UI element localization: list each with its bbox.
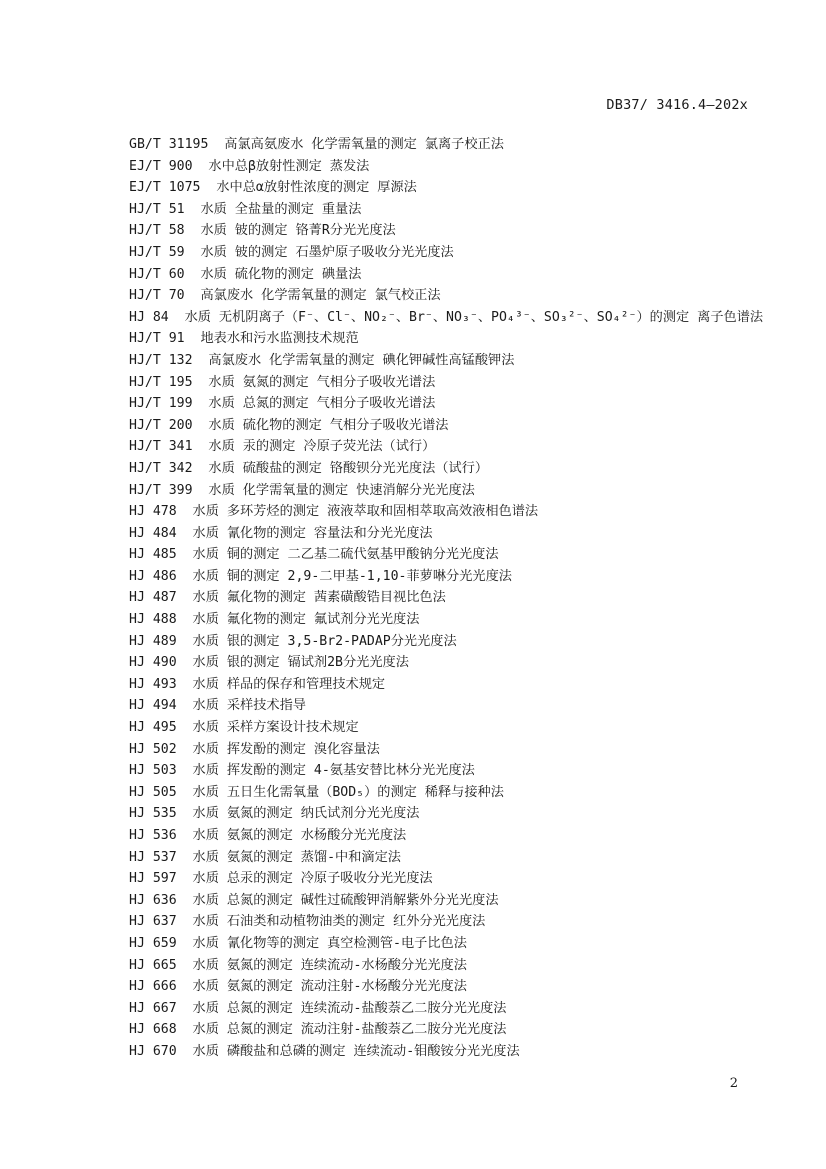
reference-title: 水质 氨氮的测定 水杨酸分光光度法	[192, 828, 407, 843]
reference-item	[129, 803, 809, 825]
reference-title: 高氯高氨废水 化学需氧量的测定 氯离子校正法	[224, 137, 504, 152]
reference-code: HJ 668	[129, 1022, 177, 1038]
reference-separator	[177, 612, 193, 627]
reference-title: 水质 总氮的测定 连续流动-盐酸萘乙二胺分光光度法	[192, 1000, 507, 1016]
reference-item	[129, 566, 809, 588]
reference-separator	[177, 785, 193, 800]
reference-separator	[185, 202, 201, 217]
reference-separator	[185, 288, 201, 303]
reference-item	[129, 156, 809, 178]
reference-separator	[177, 504, 193, 519]
reference-code: HJ 667	[129, 1000, 177, 1016]
reference-separator	[185, 331, 201, 346]
reference-title: 水质 氨氮的测定 蒸馏-中和滴定法	[192, 849, 401, 865]
reference-code: HJ 597	[129, 871, 177, 887]
reference-item	[129, 242, 809, 264]
reference-code: HJ 488	[129, 612, 177, 628]
reference-item	[129, 674, 809, 696]
reference-code: HJ/T 91	[129, 331, 185, 347]
reference-title: 水质 氟化物的测定 茜素磺酸锆目视比色法	[192, 590, 446, 606]
reference-separator	[193, 461, 209, 476]
reference-code: HJ/T 58	[129, 223, 185, 239]
reference-code: HJ 494	[129, 698, 177, 714]
reference-item	[129, 890, 809, 912]
reference-separator	[193, 375, 209, 390]
reference-separator	[177, 958, 193, 973]
reference-title: 水质 氨氮的测定 纳氏试剂分光光度法	[192, 806, 420, 822]
reference-title: 水质 铜的测定 2,9-二甲基-1,10-菲萝啉分光光度法	[192, 568, 512, 584]
reference-separator	[177, 828, 193, 843]
reference-code: EJ/T 900	[129, 158, 193, 174]
reference-title: 水质 多环芳烃的测定 液液萃取和固相萃取高效液相色谱法	[192, 504, 539, 520]
reference-separator	[177, 806, 193, 821]
reference-separator	[177, 569, 193, 584]
reference-item	[129, 825, 809, 847]
reference-separator	[208, 137, 224, 152]
reference-title: 水质 硫酸盐的测定 铬酸钡分光光度法（试行）	[208, 460, 489, 476]
reference-title: 水质 挥发酚的测定 溴化容量法	[192, 741, 380, 757]
reference-item	[129, 1019, 809, 1041]
reference-title: 高氯废水 化学需氧量的测定 氯气校正法	[200, 288, 441, 304]
reference-item	[129, 760, 809, 782]
reference-item	[129, 328, 809, 350]
reference-code: HJ 487	[129, 590, 177, 606]
reference-separator	[177, 1044, 193, 1059]
reference-separator	[177, 698, 193, 713]
reference-code: HJ/T 51	[129, 201, 185, 217]
page-number: 2	[729, 1076, 738, 1091]
reference-item	[129, 544, 809, 566]
reference-code: HJ 535	[129, 806, 177, 822]
reference-title: 水质 化学需氧量的测定 快速消解分光光度法	[208, 482, 475, 498]
reference-code: HJ 537	[129, 849, 177, 865]
reference-title: 水质 挥发酚的测定 4-氨基安替比林分光光度法	[192, 763, 475, 779]
reference-item	[129, 501, 809, 523]
reference-title: 水质 铜的测定 二乙基二硫代氨基甲酸钠分光光度法	[192, 547, 499, 563]
reference-code: HJ 485	[129, 547, 177, 563]
reference-separator	[177, 979, 193, 994]
reference-title: 水质 五日生化需氧量（BOD₅）的测定 稀释与接种法	[192, 784, 504, 800]
reference-item	[129, 393, 809, 415]
reference-item	[129, 695, 809, 717]
reference-item	[129, 911, 809, 933]
reference-title: 水质 石油类和动植物油类的测定 红外分光光度法	[192, 914, 486, 930]
reference-code: HJ/T 199	[129, 396, 193, 412]
reference-item	[129, 976, 809, 998]
reference-separator	[193, 439, 209, 454]
reference-code: HJ 666	[129, 979, 177, 995]
reference-code: HJ 495	[129, 720, 177, 736]
reference-code: HJ 484	[129, 525, 177, 541]
reference-item	[129, 652, 809, 674]
reference-item	[129, 955, 809, 977]
reference-separator	[193, 353, 209, 368]
reference-title: 水质 氨氮的测定 连续流动-水杨酸分光光度法	[192, 957, 467, 973]
reference-code: HJ 493	[129, 676, 177, 692]
reference-item	[129, 717, 809, 739]
reference-item	[129, 523, 809, 545]
reference-title: 地表水和污水监测技术规范	[200, 331, 359, 347]
reference-separator	[177, 720, 193, 735]
reference-title: 水质 样品的保存和管理技术规定	[192, 676, 386, 692]
reference-item	[129, 220, 809, 242]
reference-code: HJ 502	[129, 741, 177, 757]
reference-item	[129, 1041, 809, 1063]
normative-references-list	[129, 134, 809, 1063]
reference-separator	[177, 590, 193, 605]
reference-title: 水中总β放射性测定 蒸发法	[208, 158, 370, 174]
reference-code: HJ/T 342	[129, 460, 193, 476]
reference-title: 水质 氰化物等的测定 真空检测管-电子比色法	[192, 935, 467, 951]
reference-separator	[177, 547, 193, 562]
reference-title: 水质 采样技术指导	[192, 698, 306, 714]
reference-separator	[177, 634, 193, 649]
reference-separator	[177, 1022, 193, 1037]
reference-title: 水质 总汞的测定 冷原子吸收分光光度法	[192, 871, 433, 887]
reference-title: 水质 银的测定 3,5-Br2-PADAP分光光度法	[192, 633, 457, 649]
reference-code: HJ 486	[129, 568, 177, 584]
reference-title: 水质 氨氮的测定 流动注射-水杨酸分光光度法	[192, 979, 467, 995]
reference-separator	[177, 655, 193, 670]
reference-separator	[169, 310, 185, 325]
reference-item	[129, 933, 809, 955]
reference-title: 水质 铍的测定 石墨炉原子吸收分光光度法	[200, 244, 454, 260]
reference-item	[129, 307, 809, 329]
reference-separator	[177, 1001, 193, 1016]
reference-separator	[177, 742, 193, 757]
reference-code: HJ/T 200	[129, 417, 193, 433]
reference-separator	[177, 914, 193, 929]
reference-separator	[185, 223, 201, 238]
reference-code: GB/T 31195	[129, 137, 209, 152]
reference-separator	[177, 677, 193, 692]
reference-separator	[193, 159, 209, 174]
reference-code: HJ/T 132	[129, 352, 193, 368]
document-code-header: DB37/ 3416.4—202x	[606, 97, 748, 113]
reference-title: 水质 汞的测定 冷原子荧光法（试行）	[208, 439, 436, 455]
reference-code: HJ 505	[129, 784, 177, 800]
reference-item	[129, 415, 809, 437]
reference-separator	[177, 763, 193, 778]
reference-item	[129, 285, 809, 307]
reference-title: 水质 磷酸盐和总磷的测定 连续流动-钼酸铵分光光度法	[192, 1043, 520, 1059]
reference-code: HJ/T 60	[129, 266, 185, 282]
reference-separator	[193, 483, 209, 498]
reference-separator	[177, 936, 193, 951]
reference-separator	[177, 526, 193, 541]
reference-item	[129, 739, 809, 761]
reference-item	[129, 587, 809, 609]
reference-title: 水质 总氮的测定 气相分子吸收光谱法	[208, 396, 436, 412]
reference-item	[129, 372, 809, 394]
reference-title: 水质 氟化物的测定 氟试剂分光光度法	[192, 612, 420, 628]
reference-title: 水质 总氮的测定 碱性过硫酸钾消解紫外分光光度法	[192, 892, 499, 908]
reference-code: HJ/T 341	[129, 439, 193, 455]
reference-separator	[177, 871, 193, 886]
reference-code: EJ/T 1075	[129, 180, 201, 196]
reference-separator	[185, 267, 201, 282]
reference-code: HJ 536	[129, 828, 177, 843]
reference-title: 水质 氰化物的测定 容量法和分光光度法	[192, 525, 433, 541]
reference-item	[129, 480, 809, 502]
reference-title: 水质 银的测定 镉试剂2B分光光度法	[192, 655, 409, 671]
reference-title: 高氯废水 化学需氧量的测定 碘化钾碱性高锰酸钾法	[208, 352, 515, 368]
reference-item	[129, 609, 809, 631]
reference-separator	[177, 893, 193, 908]
reference-item	[129, 631, 809, 653]
reference-code: HJ 665	[129, 957, 177, 973]
reference-item	[129, 134, 809, 156]
reference-separator	[193, 396, 209, 411]
reference-title: 水质 总氮的测定 流动注射-盐酸萘乙二胺分光光度法	[192, 1022, 507, 1038]
reference-item	[129, 868, 809, 890]
reference-code: HJ 636	[129, 892, 177, 908]
reference-code: HJ 478	[129, 504, 177, 520]
reference-separator	[177, 850, 193, 865]
reference-title: 水质 铍的测定 铬菁R分光光度法	[200, 223, 396, 239]
reference-item	[129, 847, 809, 869]
reference-title: 水质 硫化物的测定 气相分子吸收光谱法	[208, 417, 449, 433]
reference-title: 水质 全盐量的测定 重量法	[200, 201, 362, 217]
reference-title: 水质 硫化物的测定 碘量法	[200, 266, 362, 282]
reference-separator	[185, 245, 201, 260]
reference-title: 水质 无机阴离子（F⁻、Cl⁻、NO₂⁻、Br⁻、NO₃⁻、PO₄³⁻、SO₃²⁻、SO₄²⁻）的测定 离子色谱法	[184, 309, 764, 325]
reference-code: HJ 503	[129, 763, 177, 779]
reference-code: HJ 84	[129, 309, 169, 325]
reference-code: HJ 670	[129, 1043, 177, 1059]
reference-code: HJ/T 70	[129, 288, 185, 304]
reference-item	[129, 436, 809, 458]
reference-separator	[193, 418, 209, 433]
reference-code: HJ 489	[129, 633, 177, 649]
reference-item	[129, 264, 809, 286]
reference-code: HJ/T 195	[129, 374, 193, 390]
reference-title: 水中总α放射性浓度的测定 厚源法	[216, 180, 417, 196]
reference-code: HJ/T 399	[129, 482, 193, 498]
reference-title: 水质 采样方案设计技术规定	[192, 720, 359, 736]
reference-item	[129, 782, 809, 804]
reference-separator	[200, 180, 216, 195]
reference-code: HJ 659	[129, 935, 177, 951]
reference-item	[129, 350, 809, 372]
reference-item	[129, 177, 809, 199]
reference-code: HJ 637	[129, 914, 177, 930]
reference-code: HJ/T 59	[129, 244, 185, 260]
reference-title: 水质 氨氮的测定 气相分子吸收光谱法	[208, 374, 436, 390]
reference-code: HJ 490	[129, 655, 177, 671]
reference-item	[129, 998, 809, 1020]
reference-item	[129, 199, 809, 221]
reference-item	[129, 458, 809, 480]
